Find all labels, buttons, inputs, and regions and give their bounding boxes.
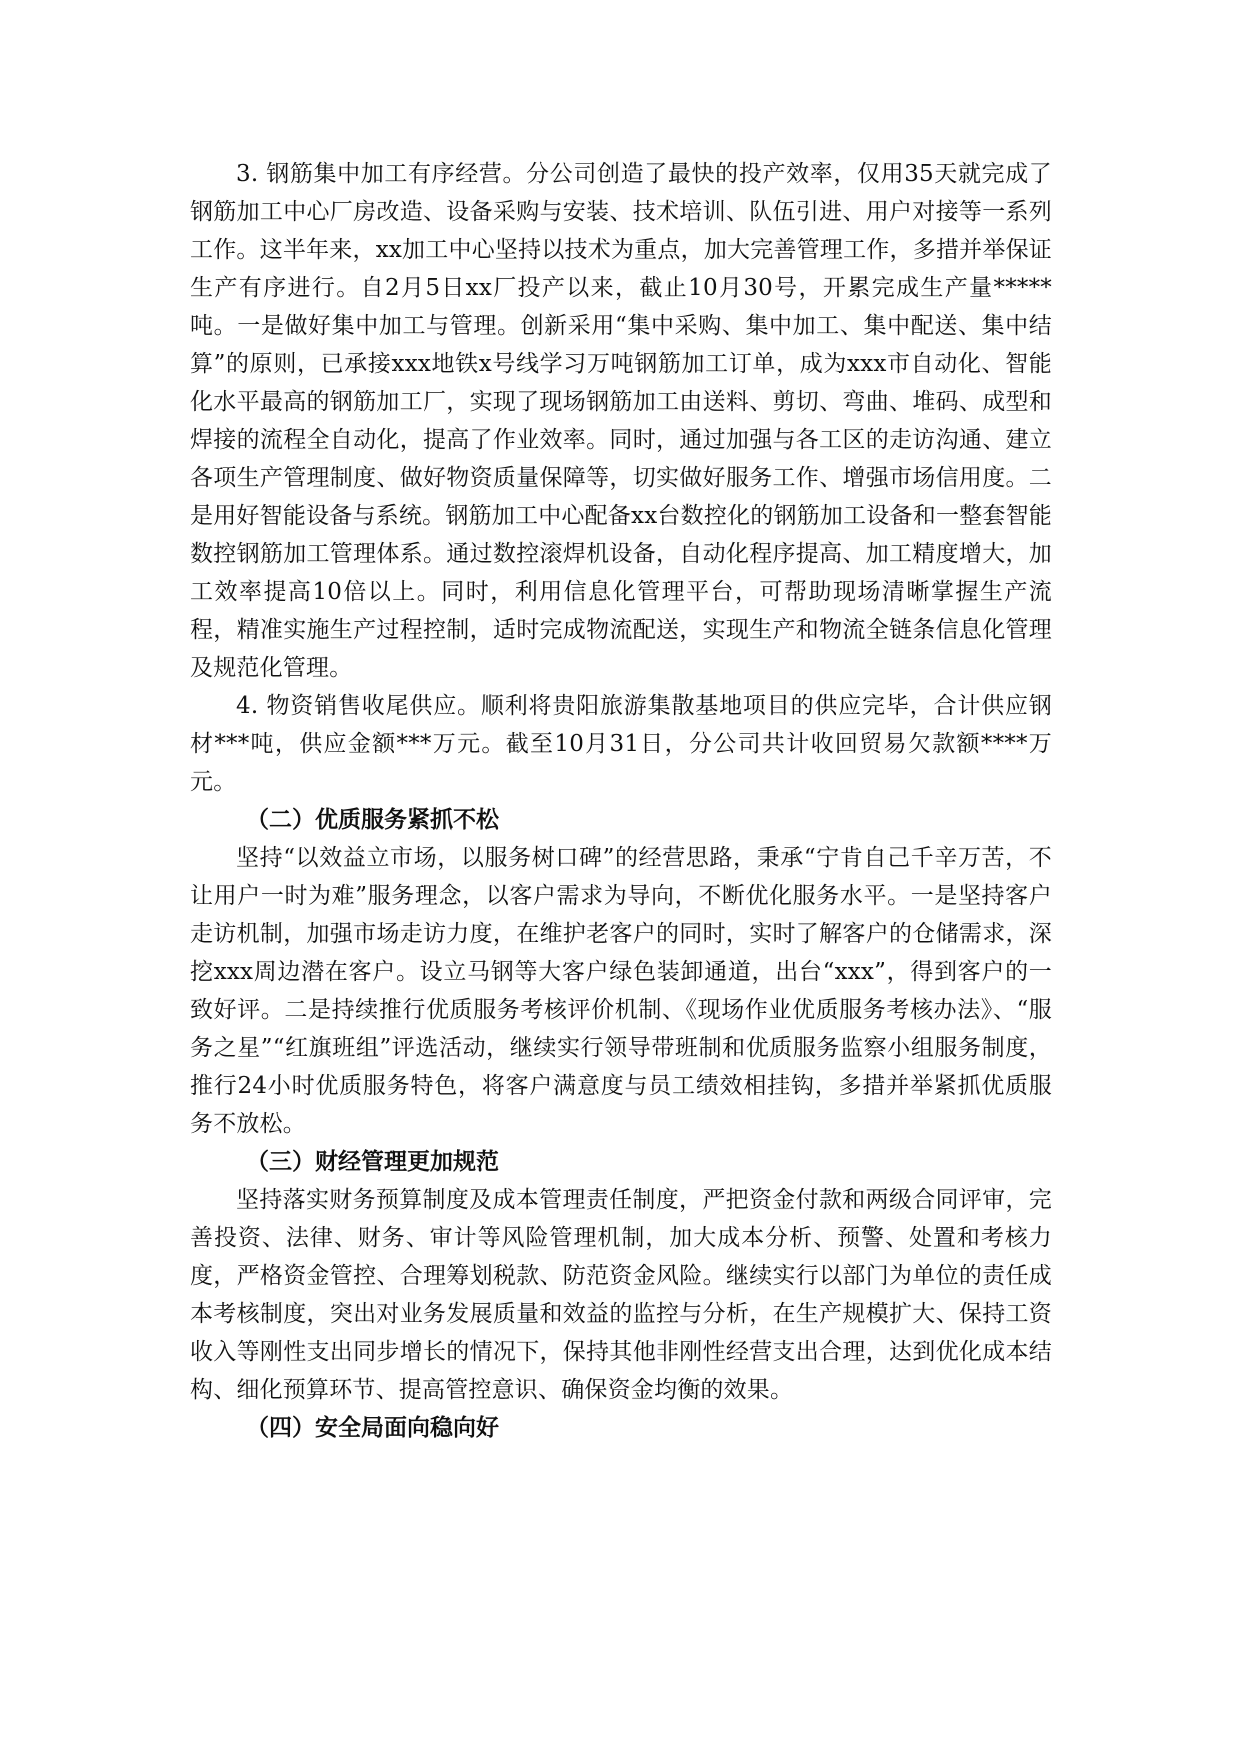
section-heading-safety: （四）安全局面向稳向好 <box>246 1415 499 1441</box>
paragraph-steel-processing: 3. 钢筋集中加工有序经营。分公司创造了最快的投产效率，仅用35天就完成了钢筋加工中心厂房改造、设备采购与安装、技术培训、队伍引进、用户对接等一系列工作。这半年来，xx加工中心坚持以技术为重点，加大完善管理工作，多措并举保证生产有序进行。自2月5日xx厂投产以来，截止10月30号，开累完成生产量*****吨。一是做好集中加工与管理。创新采用“集中采购、集中加工、集中配送、集中结算”的原则，已承接xxx地铁x号线学习万吨钢筋加工订单，成为xxx市自动化、智能化水平最高的钢筋加工厂，实现了现场钢筋加工由送料、剪切、弯曲、堆码、成型和焊接的流程全自动化，提高了作业效率。同时，通过加强与各工区的走访沟通、建立各项生产管理制度、做好物资质量保障等，切实做好服务工作、增强市场信用度。二是用好智能设备与系统。钢筋加工中心配备xx台数控化的钢筋加工设备和一整套智能数控钢筋加工管理体系。通过数控滚焊机设备，自动化程序提高、加工精度增大，加工效率提高10倍以上。同时，利用信息化管理平台，可帮助现场清晰掌握生产流程，精准实施生产过程控制，适时完成物流配送，实现生产和物流全链条信息化管理及规范化管理。 <box>190 161 1052 681</box>
paragraph-material-sales: 4. 物资销售收尾供应。顺利将贵阳旅游集散基地项目的供应完毕，合计供应钢材***吨，供应金额***万元。截至10月31日，分公司共计收回贸易欠款额****万元。 <box>190 693 1052 795</box>
section-heading-finance-management: （三）财经管理更加规范 <box>246 1149 499 1175</box>
paragraph-quality-service: 坚持“以效益立市场，以服务树口碑”的经营思路，秉承“宁肯自己千辛万苦，不让用户一时为难”服务理念，以客户需求为导向，不断优化服务水平。一是坚持客户走访机制，加强市场走访力度，在维护老客户的同时，实时了解客户的仓储需求，深挖xxx周边潜在客户。设立马钢等大客户绿色装卸通道，出台“xxx”，得到客户的一致好评。二是持续推行优质服务考核评价机制、《现场作业优质服务考核办法》、“服务之星”“红旗班组”评选活动，继续实行领导带班制和优质服务监察小组服务制度，推行24小时优质服务特色，将客户满意度与员工绩效相挂钩，多措并举紧抓优质服务不放松。 <box>190 845 1052 1137</box>
section-heading-quality-service: （二）优质服务紧抓不松 <box>246 807 499 833</box>
document-page <box>190 155 1052 1447</box>
paragraph-finance-management: 坚持落实财务预算制度及成本管理责任制度，严把资金付款和两级合同评审，完善投资、法律、财务、审计等风险管理机制，加大成本分析、预警、处置和考核力度，严格资金管控、合理筹划税款、防范资金风险。继续实行以部门为单位的责任成本考核制度，突出对业务发展质量和效益的监控与分析，在生产规模扩大、保持工资收入等刚性支出同步增长的情况下，保持其他非刚性经营支出合理，达到优化成本结构、细化预算环节、提高管控意识、确保资金均衡的效果。 <box>190 1187 1052 1403</box>
